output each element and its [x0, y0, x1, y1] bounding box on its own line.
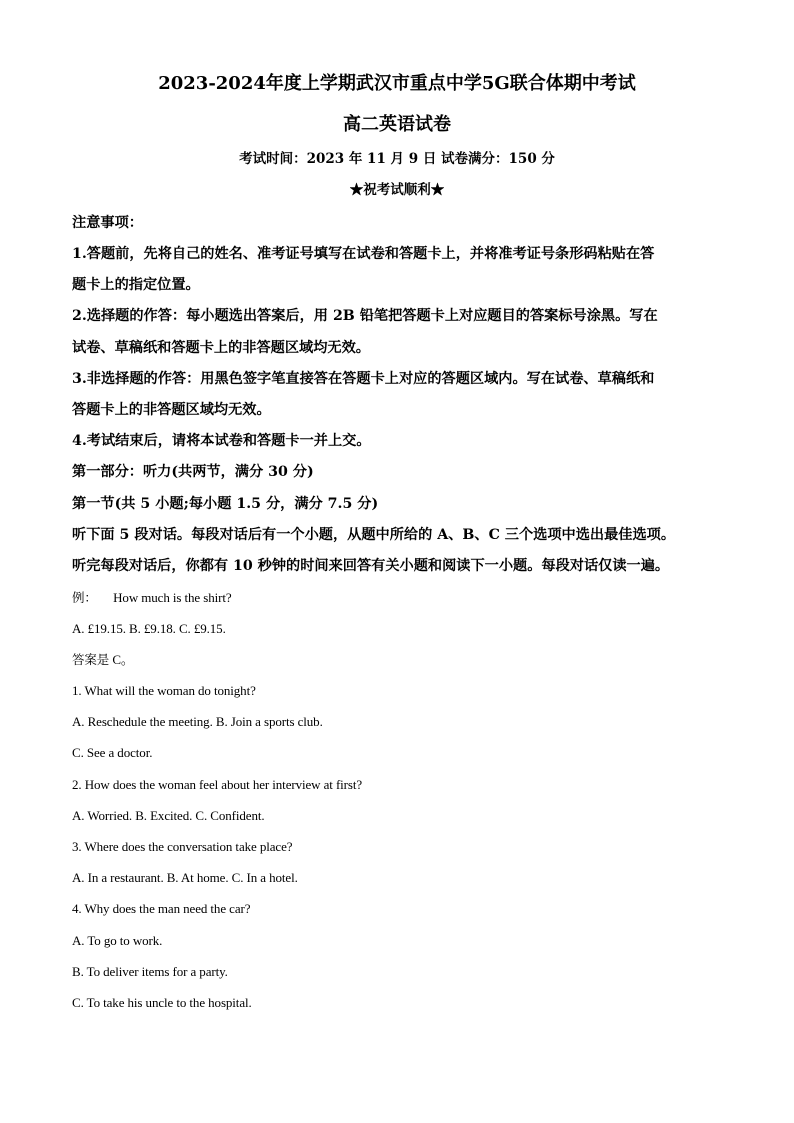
note-item-3-line-2: 答题卡上的非答题区域均无效。 — [72, 402, 271, 418]
note-item-2-line-1: 2.选择题的作答：每小题选出答案后，用 2B 铅笔把答题卡上对应题目的答案标号涂黑。写在 — [72, 308, 658, 324]
note-item-4: 4.考试结束后，请将本试卷和答题卡一并上交。 — [72, 433, 371, 449]
part1-heading: 第一部分：听力(共两节，满分 30 分) — [72, 464, 314, 480]
example-answer-label: 答案是 — [72, 652, 110, 667]
instructions-line-1: 听下面 5 段对话。每段对话后有一个小题，从题中所给的 A、B、C 三个选项中选出最佳选项。 — [72, 527, 676, 543]
exam-info: 考试时间：2023 年 11 月 9 日 试卷满分：150 分 — [239, 151, 555, 167]
question-1: 1. What will the woman do tonight? — [72, 683, 256, 698]
section1-heading: 第一节(共 5 小题;每小题 1.5 分，满分 7.5 分) — [72, 496, 379, 512]
note-item-2-line-2: 试卷、草稿纸和答题卡上的非答题区域均无效。 — [72, 340, 370, 356]
question-4-option-c: C. To take his uncle to the hospital. — [72, 995, 252, 1010]
question-4: 4. Why does the man need the car? — [72, 901, 251, 916]
question-3-options: A. In a restaurant. B. At home. C. In a hotel. — [72, 870, 298, 885]
note-item-3-line-1: 3.非选择题的作答：用黑色签字笔直接答在答题卡上对应的答题区域内。写在试卷、草稿纸和 — [72, 371, 655, 387]
example-label: 例： — [72, 590, 97, 605]
example-answer-line — [72, 651, 134, 669]
instructions-line-2: 听完每段对话后，你都有 10 秒钟的时间来回答有关小题和阅读下一小题。每段对话仅读一遍。 — [72, 558, 670, 574]
notes-heading: 注意事项： — [72, 215, 143, 231]
note-item-1-line-1: 1.答题前，先将自己的姓名、准考证号填写在试卷和答题卡上，并将准考证号条形码粘贴在答 — [72, 246, 655, 262]
question-1-options-line-2: C. See a doctor. — [72, 745, 153, 760]
question-2-options: A. Worried. B. Excited. C. Confident. — [72, 808, 265, 823]
example-options: A. £19.15. B. £9.18. C. £9.15. — [72, 621, 226, 636]
example-question: How much is the shirt? — [113, 590, 232, 605]
question-3: 3. Where does the conversation take place? — [72, 839, 293, 854]
question-4-option-b: B. To deliver items for a party. — [72, 964, 228, 979]
example-answer-value: C。 — [112, 652, 134, 667]
note-item-1-line-2: 题卡上的指定位置。 — [72, 277, 200, 293]
question-1-options-line-1: A. Reschedule the meeting. B. Join a sports club. — [72, 714, 323, 729]
blessing-line: ★祝考试顺利★ — [349, 182, 445, 198]
question-2: 2. How does the woman feel about her interview at first? — [72, 777, 363, 792]
exam-title: 2023-2024年度上学期武汉市重点中学5G联合体期中考试 — [158, 73, 636, 94]
example-question-line — [72, 589, 232, 607]
question-4-option-a: A. To go to work. — [72, 933, 163, 948]
exam-subtitle: 高二英语试卷 — [343, 114, 451, 135]
